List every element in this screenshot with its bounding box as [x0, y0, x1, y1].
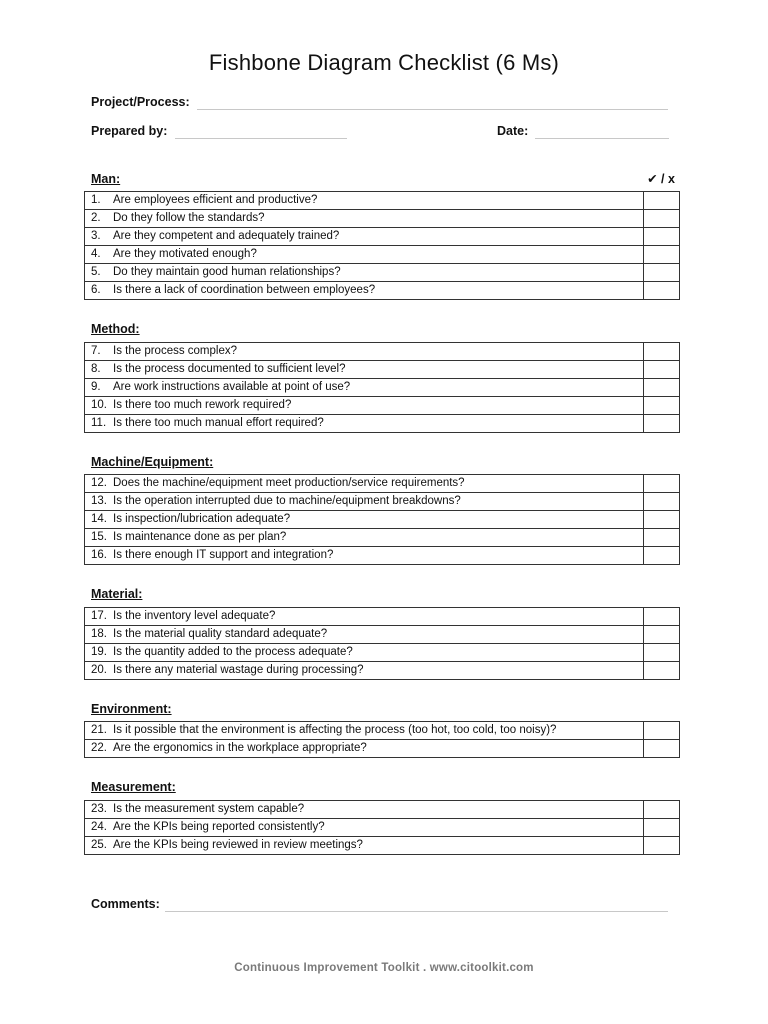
- check-box[interactable]: [644, 379, 680, 397]
- checklist-table-method: [84, 342, 680, 433]
- question-cell: [85, 644, 644, 662]
- question-cell: [85, 282, 644, 300]
- question-number: 21.: [91, 724, 107, 736]
- check-box[interactable]: [644, 722, 680, 740]
- question-cell: [85, 210, 644, 228]
- check-box[interactable]: [644, 397, 680, 415]
- check-box[interactable]: [644, 282, 680, 300]
- question-number: 13.: [91, 495, 107, 507]
- question-cell: [85, 511, 644, 529]
- question-text: Is the operation interrupted due to machine/equipment breakdowns?: [113, 495, 461, 507]
- question-text: Is there enough IT support and integration?: [113, 549, 334, 561]
- question-text: Are they competent and adequately trained?: [113, 230, 340, 242]
- question-number: 10.: [91, 399, 107, 411]
- question-cell: [85, 493, 644, 511]
- question-number: 16.: [91, 549, 107, 561]
- question-cell: [85, 801, 644, 819]
- question-text: Is there a lack of coordination between employees?: [113, 284, 376, 296]
- question-number: 24.: [91, 821, 107, 833]
- date-field[interactable]: [535, 138, 669, 139]
- question-number: 4.: [91, 248, 101, 260]
- question-text: Are work instructions available at point of use?: [113, 381, 351, 393]
- question-number: 20.: [91, 664, 107, 676]
- checklist-row: [85, 192, 680, 210]
- question-cell: [85, 343, 644, 361]
- question-cell: [85, 626, 644, 644]
- section-heading-man: Man:: [91, 172, 121, 186]
- question-number: 22.: [91, 742, 107, 754]
- checklist-row: [85, 210, 680, 228]
- comments-field[interactable]: [165, 911, 668, 912]
- question-number: 14.: [91, 513, 107, 525]
- date-label: Date:: [497, 124, 529, 138]
- question-number: 23.: [91, 803, 107, 815]
- question-number: 6.: [91, 284, 101, 296]
- question-text: Is the process documented to sufficient level?: [113, 363, 346, 375]
- prepared-by-label: Prepared by:: [91, 124, 168, 138]
- checklist-row: [85, 379, 680, 397]
- project-label: Project/Process:: [91, 95, 190, 109]
- question-text: Is it possible that the environment is affecting the process (too hot, too cold, too noisy)?: [113, 724, 557, 736]
- check-box[interactable]: [644, 740, 680, 758]
- question-text: Are employees efficient and productive?: [113, 194, 318, 206]
- section-heading-environment: Environment:: [91, 702, 172, 716]
- question-cell: [85, 837, 644, 855]
- checklist-row: [85, 282, 680, 300]
- question-cell: [85, 264, 644, 282]
- question-cell: [85, 722, 644, 740]
- check-box[interactable]: [644, 192, 680, 210]
- question-number: 3.: [91, 230, 101, 242]
- question-cell: [85, 740, 644, 758]
- check-box[interactable]: [644, 662, 680, 680]
- section-heading-machine: Machine/Equipment:: [91, 455, 214, 469]
- question-number: 18.: [91, 628, 107, 640]
- question-text: Is the process complex?: [113, 345, 238, 357]
- checklist-row: [85, 529, 680, 547]
- checklist-table-environment: [84, 721, 680, 758]
- project-field[interactable]: [197, 109, 668, 110]
- question-text: Are the KPIs being reviewed in review meetings?: [113, 839, 363, 851]
- footer-text: Continuous Improvement Toolkit . www.citoolkit.com: [234, 962, 534, 974]
- question-text: Are they motivated enough?: [113, 248, 257, 260]
- question-text: Is there too much rework required?: [113, 399, 292, 411]
- checklist-row: [85, 475, 680, 493]
- checklist-row: [85, 246, 680, 264]
- question-cell: [85, 475, 644, 493]
- question-text: Is there too much manual effort required?: [113, 417, 324, 429]
- question-cell: [85, 228, 644, 246]
- page-title: Fishbone Diagram Checklist (6 Ms): [208, 50, 560, 75]
- checklist-table-machine: [84, 474, 680, 565]
- checklist-row: [85, 608, 680, 626]
- section-heading-measurement: Measurement:: [91, 780, 176, 794]
- check-box[interactable]: [644, 547, 680, 565]
- question-number: 9.: [91, 381, 101, 393]
- question-cell: [85, 192, 644, 210]
- question-text: Is maintenance done as per plan?: [113, 531, 287, 543]
- comments-label: Comments:: [91, 897, 160, 911]
- question-text: Do they follow the standards?: [113, 212, 265, 224]
- checklist-row: [85, 662, 680, 680]
- check-box[interactable]: [644, 819, 680, 837]
- question-cell: [85, 361, 644, 379]
- question-number: 2.: [91, 212, 101, 224]
- check-box[interactable]: [644, 361, 680, 379]
- check-box[interactable]: [644, 511, 680, 529]
- check-box[interactable]: [644, 626, 680, 644]
- question-cell: [85, 397, 644, 415]
- checklist-row: [85, 361, 680, 379]
- question-cell: [85, 547, 644, 565]
- check-column-header: ✔ / x: [647, 172, 675, 186]
- prepared-by-field[interactable]: [175, 138, 347, 139]
- checklist-row: [85, 644, 680, 662]
- question-cell: [85, 246, 644, 264]
- question-number: 12.: [91, 477, 107, 489]
- checklist-row: [85, 547, 680, 565]
- check-box[interactable]: [644, 475, 680, 493]
- question-cell: [85, 608, 644, 626]
- section-heading-material: Material:: [91, 587, 143, 601]
- question-cell: [85, 662, 644, 680]
- checklist-row: [85, 722, 680, 740]
- check-box[interactable]: [644, 228, 680, 246]
- question-text: Is inspection/lubrication adequate?: [113, 513, 291, 525]
- checklist-table-material: [84, 607, 680, 680]
- check-box[interactable]: [644, 644, 680, 662]
- question-text: Is the quantity added to the process adequate?: [113, 646, 353, 658]
- check-box[interactable]: [644, 801, 680, 819]
- question-cell: [85, 529, 644, 547]
- check-box[interactable]: [644, 493, 680, 511]
- question-text: Are the KPIs being reported consistently?: [113, 821, 325, 833]
- checklist-row: [85, 626, 680, 644]
- question-number: 1.: [91, 194, 101, 206]
- checklist-row: [85, 837, 680, 855]
- question-cell: [85, 415, 644, 433]
- checklist-row: [85, 801, 680, 819]
- section-heading-method: Method:: [91, 322, 140, 336]
- question-number: 7.: [91, 345, 101, 357]
- checklist-row: [85, 397, 680, 415]
- question-number: 11.: [91, 417, 107, 429]
- question-text: Is the measurement system capable?: [113, 803, 305, 815]
- question-text: Do they maintain good human relationships?: [113, 266, 341, 278]
- checklist-table-man: [84, 191, 680, 300]
- question-number: 19.: [91, 646, 107, 658]
- check-box[interactable]: [644, 343, 680, 361]
- question-number: 8.: [91, 363, 101, 375]
- question-text: Is the material quality standard adequate?: [113, 628, 328, 640]
- checklist-row: [85, 228, 680, 246]
- question-number: 17.: [91, 610, 107, 622]
- checklist-row: [85, 819, 680, 837]
- question-text: Is there any material wastage during processing?: [113, 664, 364, 676]
- check-box[interactable]: [644, 210, 680, 228]
- checklist-row: [85, 264, 680, 282]
- checklist-row: [85, 740, 680, 758]
- question-text: Is the inventory level adequate?: [113, 610, 276, 622]
- question-number: 5.: [91, 266, 101, 278]
- checklist-row: [85, 493, 680, 511]
- checklist-row: [85, 343, 680, 361]
- question-number: 15.: [91, 531, 107, 543]
- check-box[interactable]: [644, 415, 680, 433]
- check-box[interactable]: [644, 608, 680, 626]
- question-cell: [85, 379, 644, 397]
- question-text: Does the machine/equipment meet production/service requirements?: [113, 477, 465, 489]
- checklist-row: [85, 511, 680, 529]
- check-box[interactable]: [644, 837, 680, 855]
- question-cell: [85, 819, 644, 837]
- check-box[interactable]: [644, 264, 680, 282]
- question-text: Are the ergonomics in the workplace appropriate?: [113, 742, 367, 754]
- check-box[interactable]: [644, 246, 680, 264]
- check-box[interactable]: [644, 529, 680, 547]
- checklist-row: [85, 415, 680, 433]
- question-number: 25.: [91, 839, 107, 851]
- checklist-table-measurement: [84, 800, 680, 855]
